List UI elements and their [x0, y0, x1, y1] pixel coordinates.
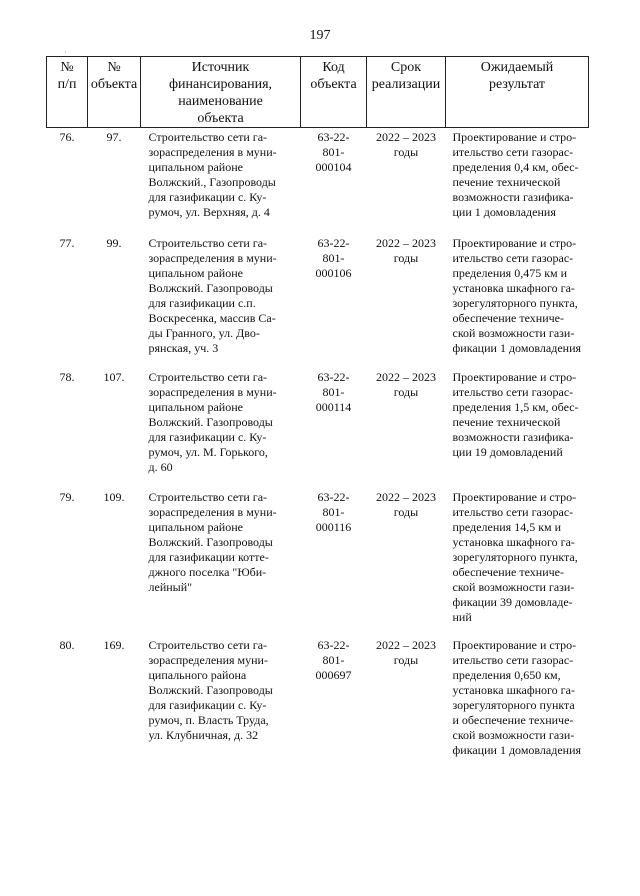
row-object-number: 109.: [103, 489, 125, 504]
row-source: Строительство сети га- зораспределения в муни- ципальном районе Волжский. Газопроводы для газификации с. Ку- румоч, ул. М. Горького, д. 60: [148, 369, 277, 474]
row-num: 77.: [59, 235, 75, 250]
row-object-number: 99.: [106, 235, 122, 250]
row-code: 63-22- 801- 000697: [315, 637, 352, 682]
margin-mark: ·: [64, 48, 67, 57]
row-term: 2022 – 2023 годы: [376, 637, 436, 667]
financing-table: [46, 56, 589, 766]
table-header-row: [47, 57, 589, 128]
row-code: 63-22- 801- 000106: [315, 235, 352, 280]
row-object-number: 169.: [103, 637, 125, 652]
row-source: Строительство сети га- зораспределения в муни- ципальном районе Волжский., Газопроводы для газификации с. Ку- румоч, ул. Верхняя, д. 4: [148, 130, 277, 219]
page-number: 197: [309, 28, 331, 43]
row-code: 63-22- 801- 000116: [315, 489, 352, 534]
row-result: Проектирование и стро- ительство сети газорас- пределения 0,475 км и установка шкафного га- зорегуляторного пункта, обеспечение техниче- ской возможности гази- фикации 1 домовладения: [452, 235, 582, 355]
row-object-number: 97.: [106, 130, 122, 144]
header-term: Срок реализации: [367, 57, 446, 128]
header-num: № п/п: [47, 57, 88, 128]
row-term: 2022 – 2023 годы: [376, 489, 436, 519]
row-term: 2022 – 2023 годы: [376, 235, 436, 265]
header-source: Источник финансирования, наименование объекта: [141, 57, 301, 128]
header-object-number: № объекта: [88, 57, 141, 128]
row-num: 80.: [59, 637, 75, 652]
row-result: Проектирование и стро- ительство сети газорас- пределения 0,650 км, установка шкафного га- зорегуляторного пункта и обеспечение техниче- ской возможности гази- фикации 1 домовладения: [452, 637, 582, 757]
table-row: [47, 128, 589, 234]
row-source: Строительство сети га- зораспределения муни- ципального района Волжский. Газопроводы для газификации с. Ку- румоч, п. Власть Труда, ул. Клубничная, д. 32: [148, 637, 273, 742]
row-source: Строительство сети га- зораспределения в муни- ципальном районе Волжский. Газопроводы для газификации с.п. Воскресенка, массив Са- ды Гранного, ул. Дво- рянская, уч. 3: [148, 235, 277, 355]
row-term: 2022 – 2023 годы: [376, 369, 436, 399]
table-row: [47, 488, 589, 636]
row-num: 79.: [59, 489, 75, 504]
table-row: [47, 234, 589, 368]
row-result: Проектирование и стро- ительство сети газорас- пределения 14,5 км и установка шкафного га- зорегуляторного пункта, обеспечение техниче- ской возможности гази- фикации 39 домовладе- ний: [452, 489, 578, 624]
row-object-number: 107.: [103, 369, 125, 384]
row-num: 76.: [59, 130, 75, 144]
row-num: 78.: [59, 369, 75, 384]
row-result: Проектирование и стро- ительство сети газорас- пределения 0,4 км, обес- печение технической возможности газифика- ции 1 домовладения: [452, 130, 579, 219]
header-result: Ожидаемый результат: [446, 57, 589, 128]
table-row: [47, 368, 589, 488]
row-term: 2022 – 2023 годы: [376, 130, 436, 159]
header-code: Код объекта: [301, 57, 367, 128]
row-code: 63-22- 801- 000114: [315, 369, 352, 414]
row-result: Проектирование и стро- ительство сети газорас- пределения 1,5 км, обес- печение технической возможности газифика- ции 19 домовладений: [452, 369, 579, 459]
table-row: [47, 636, 589, 766]
row-source: Строительство сети га- зораспределения в муни- ципальном районе Волжский. Газопроводы для газификации котте- джного поселка "Юби- лейный": [148, 489, 277, 594]
row-code: 63-22- 801- 000104: [315, 130, 352, 174]
